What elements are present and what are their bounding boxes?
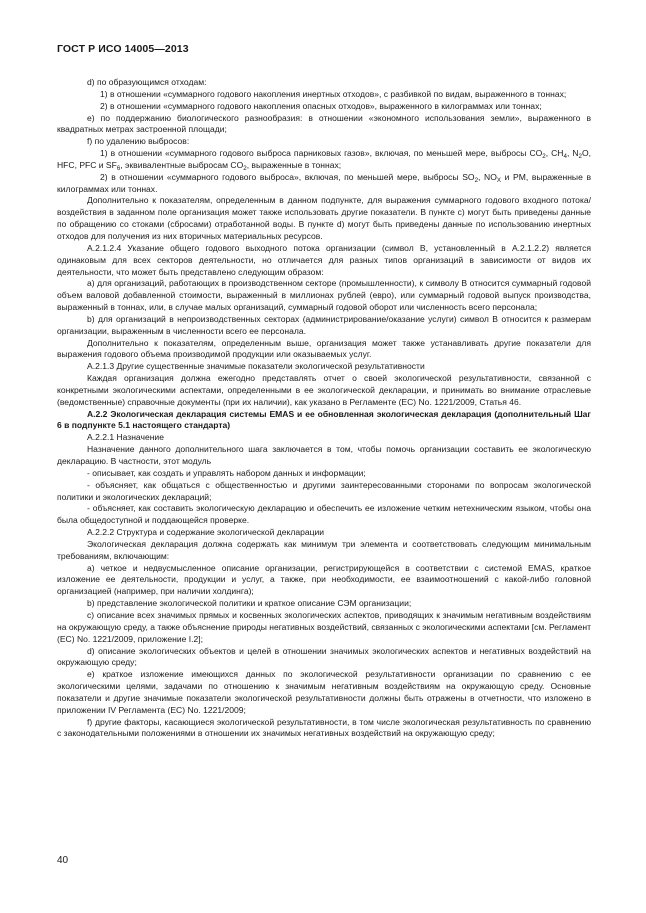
paragraph: 1) в отношении «суммарного годового накопления инертных отходов», с разбивкой по видам, выраженного в тоннах; [100, 88, 567, 99]
page-header-title: ГОСТ Р ИСО 14005—2013 [57, 43, 189, 55]
paragraph: b) представление экологической политики и краткое описание СЭМ организации; [87, 598, 412, 609]
paragraph: Экологическая декларация должна содержать как минимум три элемента и соответствовать следующим минимальным требованиям, включающим: [57, 538, 591, 561]
paragraph: a) для организаций, работающих в производственном секторе (промышленности), к символу B относится суммарный годовой объем валовой добавленной стоимости, выраженный в миллионах рублей (евро), или суммарный годовой выпуск производства, выраженный в тоннах, или, в случае малых организаций, суммарный годовой оборот или численность всего персонала; [57, 278, 591, 313]
paragraph: Назначение данного дополнительного шага заключается в том, чтобы помочь организации составить ее экологическую декларацию. В частности, этот модуль [57, 444, 591, 466]
paragraph: - объясняет, как общаться с общественностью и другими заинтересованными сторонами по вопросам экологической политики и экологических деклараций; [57, 479, 591, 502]
paragraph: - описывает, как создать и управлять набором данных и информации; [87, 467, 366, 478]
paragraph: b) для организаций в непроизводственных секторах (администрирование/оказание услуги) символ B относится к размерам организации, выраженным в численности всего ее персонала. [57, 313, 591, 336]
paragraph: 2) в отношении «суммарного годового накопления опасных отходов», выраженного в килограммах или тоннах; [100, 100, 542, 111]
paragraph: e) краткое изложение имеющихся данных по экологической результативности организации по сравнению с ее экологическими целями, задачами по отношению к значимым негативным воздействиям на окружающую среду. Основные показатели и другие значимые показатели экологической результативности должны быть отражены в отчетности, что изложено в приложении IV Регламента (ЕС) No. 1221/2009; [57, 669, 591, 715]
page-number: 40 [57, 855, 69, 866]
paragraph: Каждая организация должна ежегодно представлять отчет о своей экологической результативности, связанной с конкретными экологическими аспектами, определенными в ее экологической декларации, и принимать во внимание отраслевые (ведомственные) справочные документы (при их наличии), как указано в Регламенте (ЕС) No. 1221/2009, Статья 46. [57, 373, 591, 407]
paragraph: А.2.1.2.4 Указание общего годового выходного потока организации (символ B, установленный в А.2.1.2.2) является одинаковым для всех секторов деятельности, но отличается для разных типов организаций в зависимости от видов их деятельности, что может быть представлено следующим образом: [57, 242, 591, 277]
paragraph: f) по удалению выбросов: [87, 136, 190, 147]
paragraph: d) по образующимся отходам: [87, 77, 207, 87]
paragraph: - объясняет, как составить экологическую декларацию и обеспечить ее изложение четким нетехническим языком, чтобы она была общедоступной и поддающейся проверке. [57, 503, 591, 526]
paragraph: А.2.1.3 Другие существенные значимые показатели экологической результативности [87, 361, 425, 372]
paragraph: А.2.2.2 Структура и содержание экологической декларации [87, 527, 325, 538]
body-text [57, 77, 591, 740]
paragraph: c) описание всех значимых прямых и косвенных экологических аспектов, приводящих к значимым негативным воздействиям на окружающую среду, а также объяснение природы негативных воздействий, связанных с экологическими аспектами [см. Регламент (ЕС) No. 1221/2009, приложение I.2]; [57, 609, 591, 644]
paragraph: a) четкое и недвусмысленное описание организации, регистрирующейся в соответствии с системой EMAS, краткое изложение ее деятельности, продукции и услуг, а также, при необходимости, ее взаимоотношений с какой-либо головной организацией (например, при наличии холдинга); [57, 562, 591, 597]
paragraph: d) описание экологических объектов и целей в отношении значимых экологических аспектов и негативных воздействий на окружающую среду; [57, 645, 591, 668]
paragraph: Дополнительно к показателям, определенным в данном подпункте, для выражения суммарного годового входного потока/воздействия в заданном поле организация может также использовать другие показатели. В пункте c) могут быть приведены данные по обращению со стоками (сбросами) отработанной воды. В пункте d) могут быть приведены данные по использованию инертных отходов для получения из них вторичных материальных ресурсов. [57, 195, 591, 241]
paragraph-so2: 2) в отношении «суммарного годового выброса», включая, по меньшей мере, выбросы $SO_2$, $NO_X$ и PM, выраженные в килограммах или тоннах. [57, 171, 591, 194]
paragraph: f) другие факторы, касающиеся экологической результативности, в том числе экологическая результативность по сравнению с законодательными положениями в отношении их значимых негативных воздействий на окружающую среду; [57, 716, 591, 739]
section-heading: А.2.2 Экологическая декларация системы EMAS и ее обновленная экологическая декларация (дополнительный Шаг 6 в подпункте 5.1 настоящего стандарта) [57, 408, 591, 431]
paragraph: А.2.2.1 Назначение [87, 432, 164, 443]
paragraph: Дополнительно к показателям, определенным выше, организация может также устанавливать другие показатели для выражения годового объема производимой продукции или оказываемых услуг. [57, 337, 591, 360]
paragraph-co2: 1) в отношении «суммарного годового выброса парниковых газов», включая, по меньшей мере, выбросы $CO_2$, $CH_4$, $N_2O$, HFC, PFC и $SF_6$, эквивалентные выбросам $CO_2$, выраженные в тоннах; [57, 148, 591, 172]
paragraph: e) по поддержанию биологического разнообразия: в отношении «экономного использования земли», выраженного в квадратных метрах застроенной площади; [57, 112, 591, 135]
